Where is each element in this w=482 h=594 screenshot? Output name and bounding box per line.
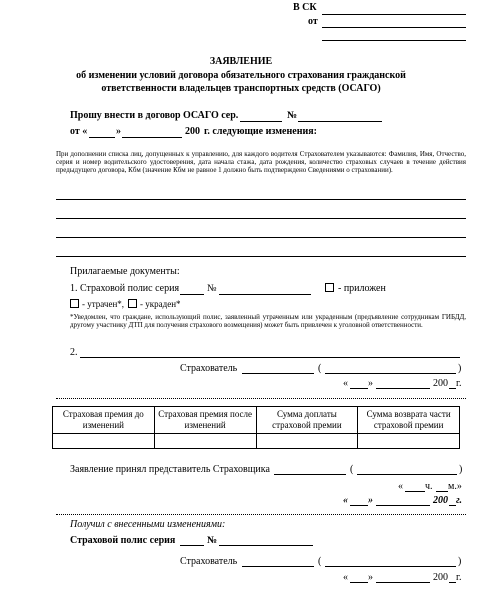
- accepted-date-day-field[interactable]: [350, 505, 368, 506]
- premium-header-before: Страховая премия до изменений: [53, 407, 155, 434]
- changes-line-1[interactable]: [56, 199, 466, 200]
- received-heading: Получил с внесенными изменениями:: [70, 519, 226, 530]
- attachment-item-2-label: 2.: [70, 347, 78, 358]
- insurer-rep-name-field[interactable]: [357, 474, 457, 475]
- attachment-policy-series-label: 1. Страховой полис серия: [70, 283, 180, 294]
- received-policy-series-field[interactable]: [180, 545, 204, 546]
- policyholder-signature-field-1[interactable]: [242, 373, 314, 374]
- stolen-checkbox[interactable]: [128, 299, 137, 308]
- request-date-close: »: [116, 126, 121, 137]
- date-year-field-2[interactable]: [449, 582, 456, 583]
- separator-1: [56, 398, 466, 399]
- date-year-2: 200: [433, 572, 448, 583]
- from-field-line-1[interactable]: [322, 27, 466, 28]
- request-policy-series-label: Прошу внести в договор ОСАГО сер.: [70, 110, 239, 121]
- time-hours-label: ч.: [425, 481, 433, 492]
- received-policy-number-label: №: [207, 535, 218, 546]
- from-label: от: [308, 16, 318, 27]
- separator-2: [56, 514, 466, 515]
- document-subtitle-1: об изменении условий договора обязательного страхования гражданской: [76, 70, 406, 81]
- date-open-2: «: [343, 572, 348, 583]
- attachment-policy-series-field[interactable]: [180, 294, 204, 295]
- attachment-policy-number-label: №: [207, 283, 217, 294]
- changes-line-4[interactable]: [56, 256, 466, 257]
- policy-series-field[interactable]: [240, 121, 282, 122]
- attached-checkbox[interactable]: [325, 283, 334, 292]
- time-hours-field[interactable]: [405, 491, 425, 492]
- policyholder-paren-close-2: ): [458, 556, 462, 567]
- accepted-by-label: Заявление принял представитель Страховщика: [70, 464, 270, 475]
- premium-cell-after[interactable]: [154, 434, 256, 449]
- document-title: ЗАЯВЛЕНИЕ: [209, 56, 273, 67]
- changes-line-2[interactable]: [56, 218, 466, 219]
- from-field-line-2[interactable]: [322, 40, 466, 41]
- premium-cell-surcharge[interactable]: [256, 434, 358, 449]
- attachments-heading: Прилагаемые документы:: [70, 266, 180, 277]
- request-day-field[interactable]: [89, 137, 115, 138]
- lost-label: - утрачен*,: [82, 299, 125, 309]
- request-month-field[interactable]: [122, 137, 182, 138]
- premium-header-refund: Сумма возврата части страховой премии: [358, 407, 460, 434]
- policy-number-field[interactable]: [298, 121, 382, 122]
- policyholder-label-1: Страхователь: [180, 363, 238, 374]
- date-year-suffix-2: г.: [456, 572, 462, 583]
- insurer-paren-close: ): [459, 464, 463, 475]
- document-subtitle-2: ответственности владельцев транспортных средств (ОСАГО): [101, 83, 381, 94]
- lost-checkbox[interactable]: [70, 299, 79, 308]
- policyholder-paren-close-1: ): [458, 363, 462, 374]
- premium-header-surcharge: Сумма доплаты страховой премии: [256, 407, 358, 434]
- insurer-paren-open: (: [350, 464, 354, 475]
- date-year-suffix-1: г.: [456, 378, 462, 389]
- date-close-1: »: [368, 378, 373, 389]
- policyholder-paren-open-1: (: [318, 363, 322, 374]
- premium-cell-refund[interactable]: [358, 434, 460, 449]
- policyholder-name-field-1[interactable]: [325, 373, 456, 374]
- premium-cell-before[interactable]: [53, 434, 155, 449]
- time-minutes-field[interactable]: [436, 491, 448, 492]
- instruction-paragraph: При дополнении списка лиц, допущенных к управлению, для каждого водителя Страхователем указываются: Фамилия, Имя, Отчество, серия и номер водительского удостоверения, дата начала стажа, дата рождения, количество страховых случаев в течение действия предыдущего договора, Кбм (значение Кбм не равное 1 должно быть подтверждено Сведениями о страховании).: [56, 150, 466, 174]
- insurer-rep-signature-field[interactable]: [274, 474, 346, 475]
- attachment-item-2-field[interactable]: [80, 357, 460, 358]
- time-open: «: [398, 481, 403, 492]
- attachment-policy-number-field[interactable]: [219, 294, 311, 295]
- policyholder-name-field-2[interactable]: [325, 566, 456, 567]
- request-policy-number-label: №: [287, 110, 298, 121]
- date-year-field-1[interactable]: [449, 388, 456, 389]
- date-close-2: »: [368, 572, 373, 583]
- date-open-1: «: [343, 378, 348, 389]
- premium-header-after: Страховая премия после изменений: [154, 407, 256, 434]
- date-month-field-1[interactable]: [376, 388, 430, 389]
- time-minutes-label: м.»: [448, 481, 462, 492]
- accepted-date-open: «: [343, 495, 348, 506]
- changes-line-3[interactable]: [56, 237, 466, 238]
- accepted-date-month-field[interactable]: [376, 505, 430, 506]
- stolen-label: - украден*: [140, 299, 181, 309]
- to-label: В СК: [293, 2, 317, 13]
- date-month-field-2[interactable]: [376, 582, 430, 583]
- accepted-date-year: 200: [433, 495, 448, 506]
- premium-table: [52, 406, 460, 449]
- liability-notice: *Уведомлен, что граждане, использующий полис, заявленный утраченным или украденным (предъявление сотрудникам ГИБДД, другому участнику ДТП для получения страхового возмещения) может быть привлечен к уголовной ответственности.: [70, 313, 466, 329]
- accepted-date-year-suffix: г.: [456, 495, 463, 506]
- request-year-prefix: 200: [185, 126, 200, 137]
- attached-label: - приложен: [338, 283, 386, 294]
- to-insurer-field[interactable]: [322, 14, 466, 15]
- request-date-open: от «: [70, 126, 88, 137]
- date-day-field-1[interactable]: [350, 388, 368, 389]
- date-day-field-2[interactable]: [350, 582, 368, 583]
- accepted-date-close: »: [368, 495, 373, 506]
- request-changes-label: г. следующие изменения:: [204, 126, 317, 137]
- received-policy-number-field[interactable]: [219, 545, 313, 546]
- policyholder-label-2: Страхователь: [180, 556, 238, 567]
- accepted-date-year-field[interactable]: [449, 505, 456, 506]
- date-year-1: 200: [433, 378, 448, 389]
- policyholder-paren-open-2: (: [318, 556, 322, 567]
- policyholder-signature-field-2[interactable]: [242, 566, 314, 567]
- received-policy-series-label: Страховой полис серия: [70, 535, 176, 546]
